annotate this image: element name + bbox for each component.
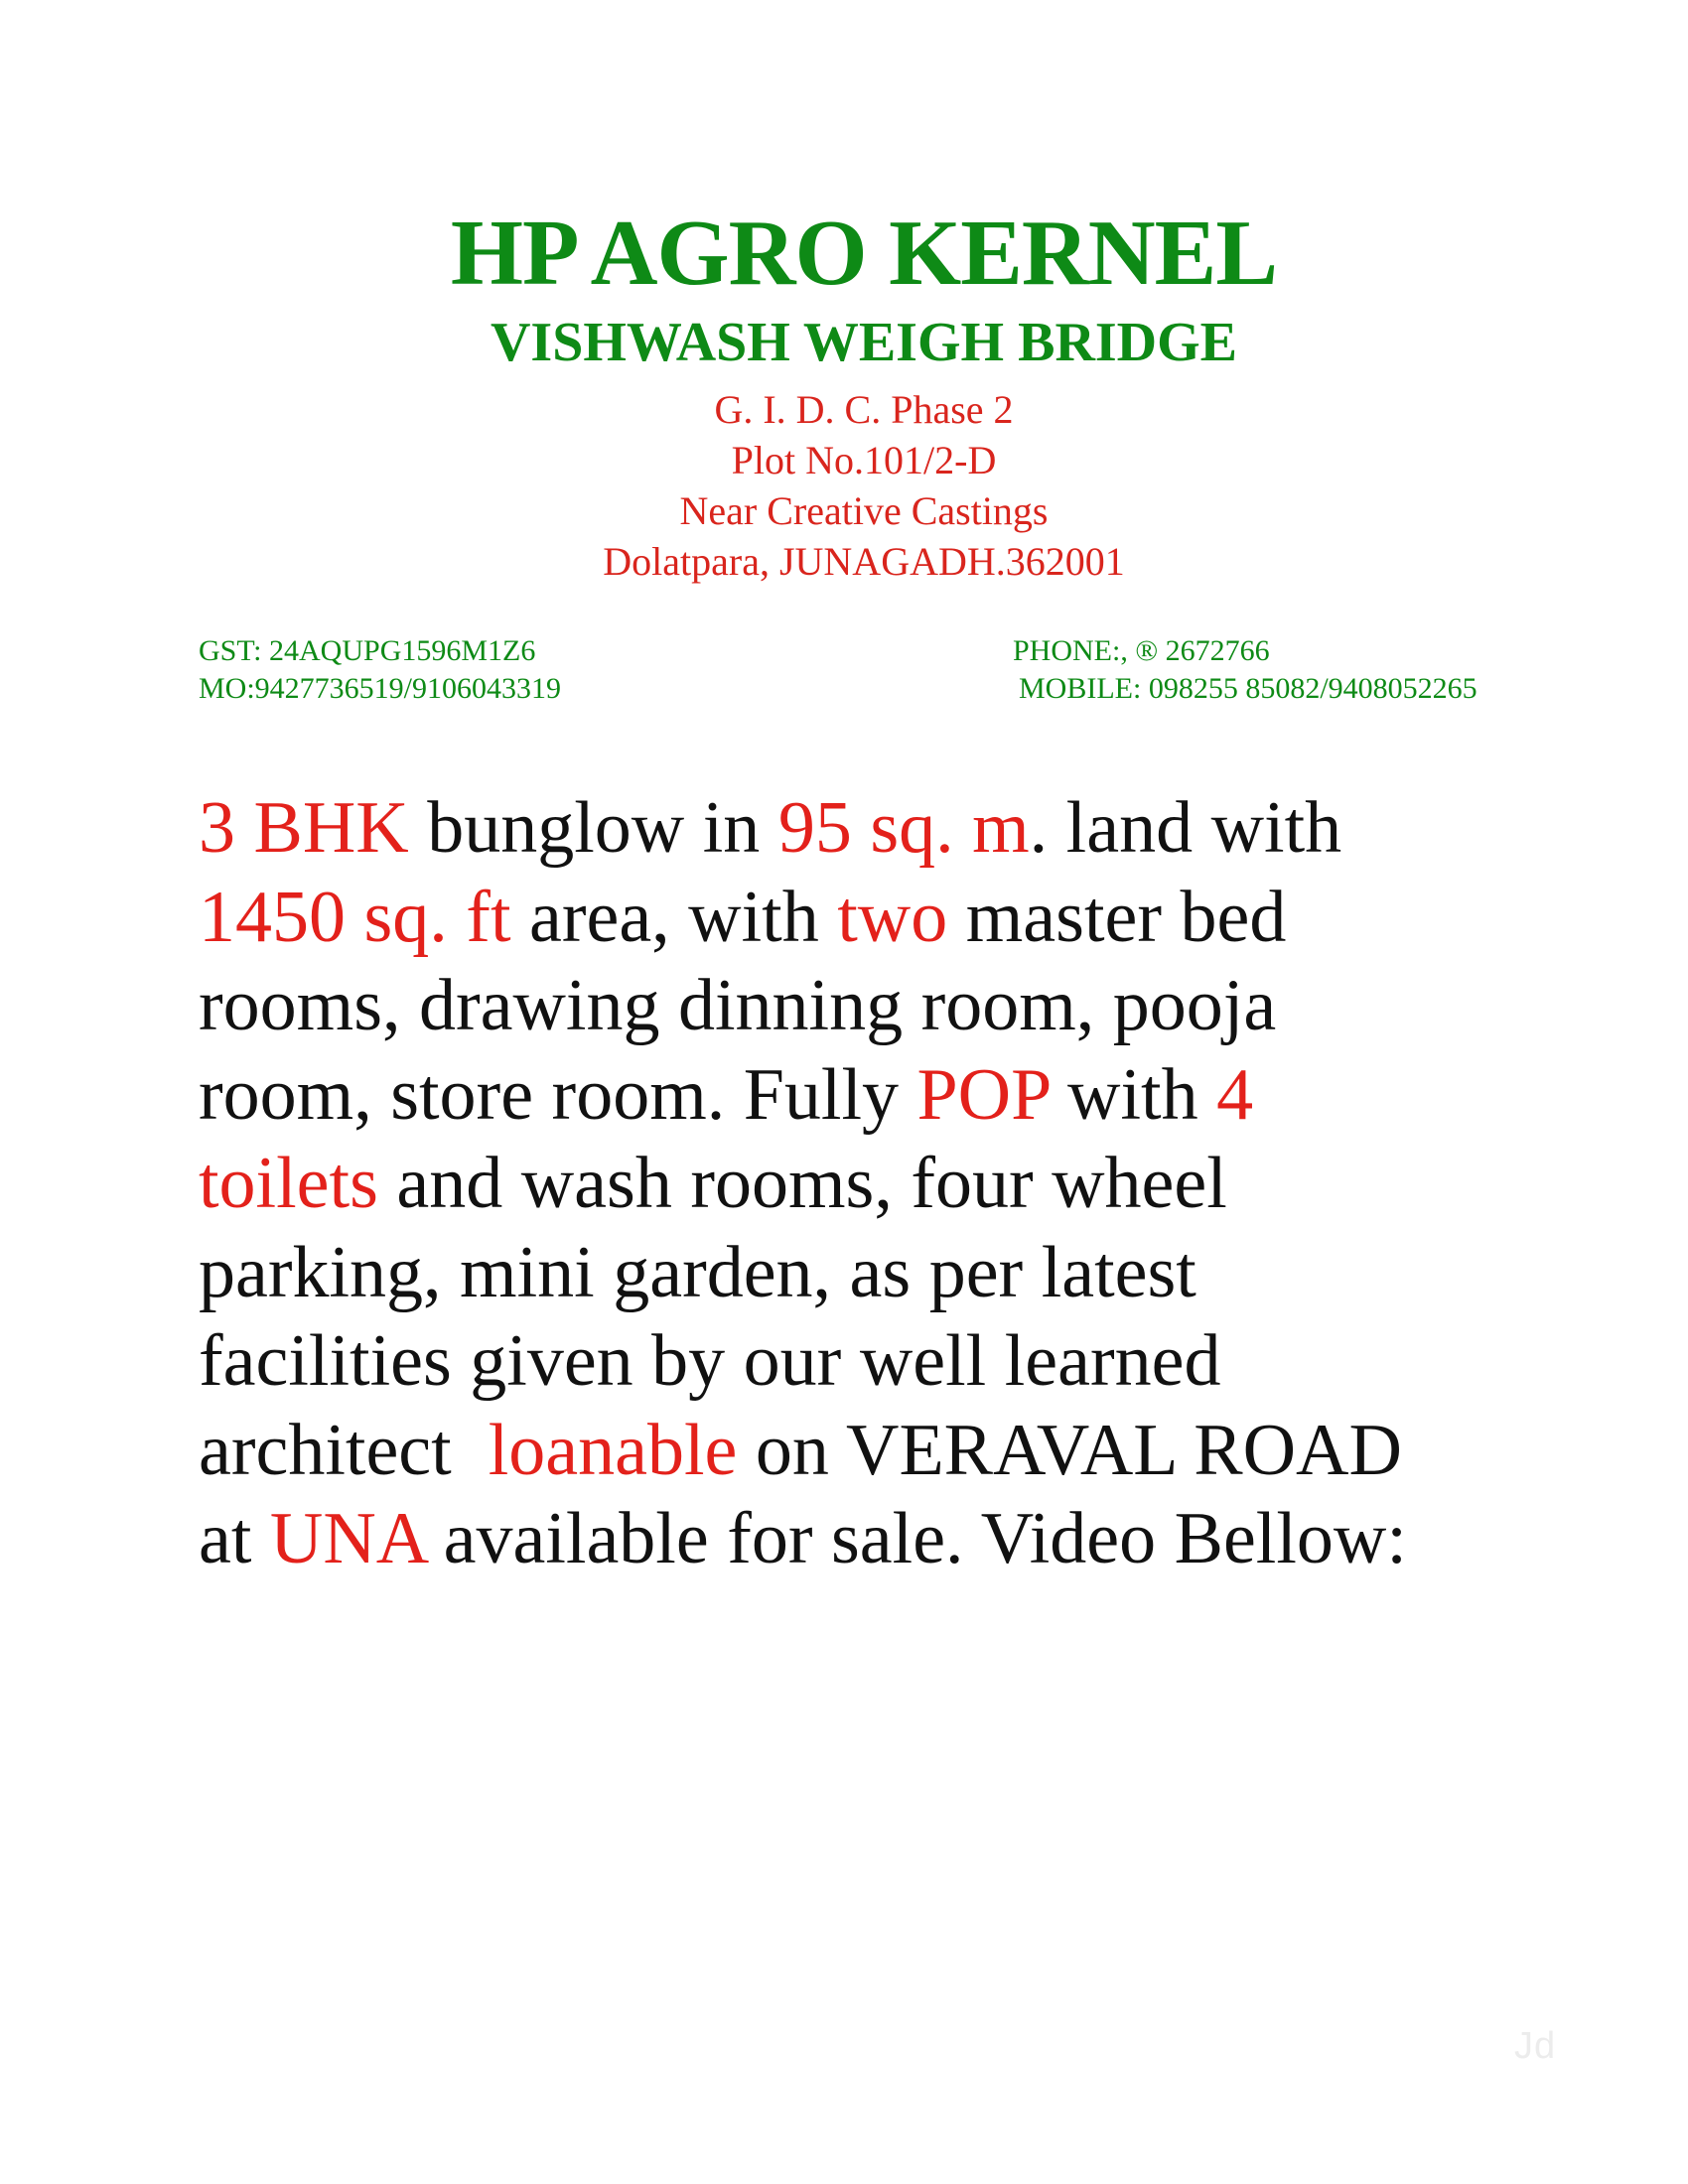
highlight: 1450 sq. ft: [199, 876, 511, 958]
property-description: [199, 784, 1489, 1584]
gst-number: GST: 24AQUPG1596M1Z6: [199, 634, 536, 667]
description-line: [199, 1140, 1489, 1229]
address-line: G. I. D. C. Phase 2: [714, 387, 1014, 432]
phone-number: PHONE:, ® 2672766: [1013, 634, 1270, 667]
description-line: [199, 1495, 1489, 1584]
text: at: [199, 1498, 270, 1579]
text: master bed: [947, 876, 1287, 958]
letterhead: [0, 204, 1688, 587]
highlight: 4: [1216, 1053, 1254, 1136]
highlight: UNA: [269, 1498, 426, 1579]
mobile-contact: MOBILE: 098255 85082/9408052265: [1019, 672, 1477, 705]
highlight: toilets: [199, 1143, 378, 1224]
text: bunglow in: [408, 787, 778, 869]
highlight: POP: [916, 1053, 1050, 1136]
text: area, with: [510, 876, 838, 958]
highlight: loanable: [488, 1409, 738, 1491]
contact-right: [1013, 632, 1477, 708]
contact-left: [199, 632, 561, 708]
address-line: Near Creative Castings: [679, 488, 1049, 533]
text: with: [1049, 1053, 1217, 1136]
text: room, store room. Fully: [199, 1053, 917, 1136]
description-line: [199, 1407, 1489, 1496]
address-line: Dolatpara, JUNAGADH.362001: [603, 539, 1125, 584]
description-line: parking, mini garden, as per latest: [199, 1231, 1196, 1313]
mobile-numbers: MO:9427736519/9106043319: [199, 672, 562, 705]
text: available for sale. Video Bellow:: [425, 1498, 1407, 1579]
description-line: rooms, drawing dinning room, pooja: [199, 965, 1277, 1046]
address-block: [0, 384, 1688, 587]
highlight: 3 BHK: [199, 787, 409, 869]
text: and wash rooms, four wheel: [377, 1143, 1227, 1224]
description-line: facilities given by our well learned: [199, 1320, 1221, 1402]
company-name: HP AGRO KERNEL: [450, 202, 1278, 305]
text: . land with: [1029, 787, 1342, 869]
highlight: 95 sq. m: [777, 787, 1030, 869]
text: on VERAVAL ROAD: [737, 1409, 1402, 1491]
highlight: two: [837, 876, 948, 958]
description-line: [199, 874, 1489, 963]
business-subtitle: VISHWASH WEIGH BRIDGE: [490, 312, 1238, 373]
address-line: Plot No.101/2-D: [731, 438, 997, 482]
watermark-logo: Jd: [1514, 2025, 1557, 2067]
description-line: [199, 784, 1489, 874]
description-line: [199, 1051, 1489, 1141]
text: architect: [199, 1409, 489, 1491]
